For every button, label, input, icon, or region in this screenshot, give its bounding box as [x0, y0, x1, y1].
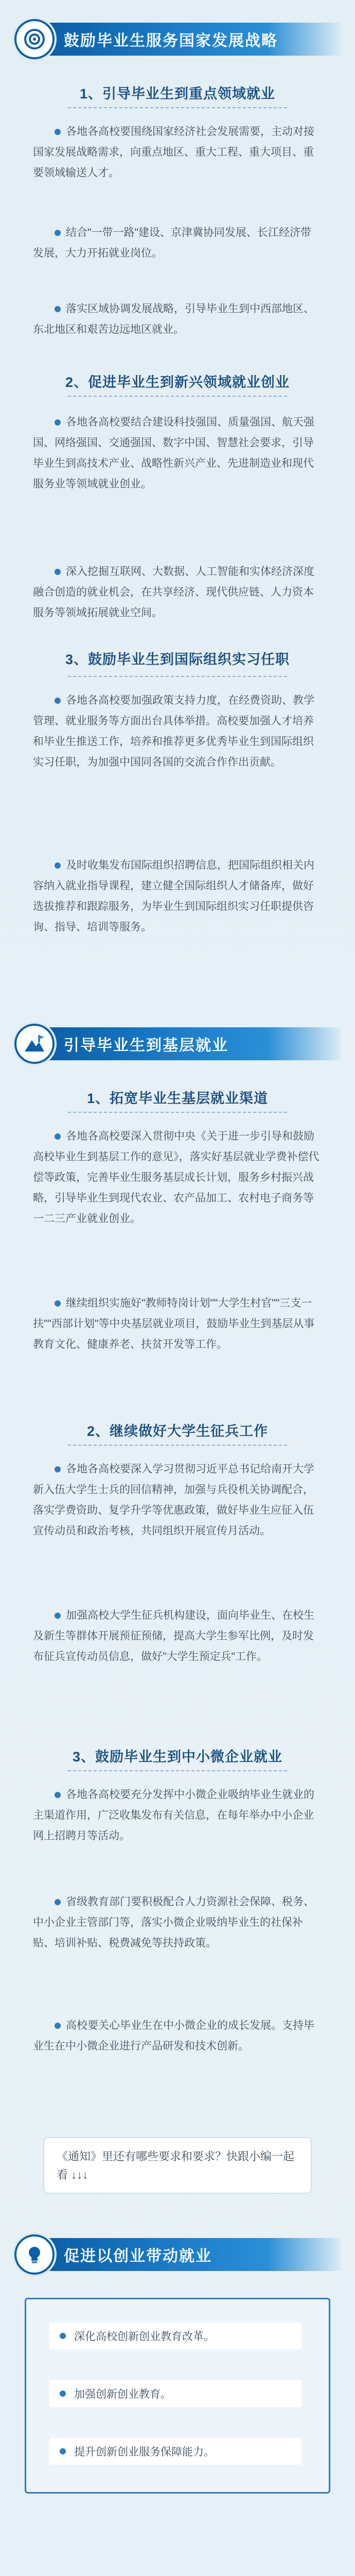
- lightbulb-icon: [14, 2234, 55, 2275]
- divider: [68, 1112, 287, 1113]
- subheading: 1、引导毕业生到重点领域就业: [79, 86, 275, 101]
- paragraph: 各地各高校要加强政策支持力度，在经费资助、教学管理、就业服务等方面出台具体举措。高校要加强人才培养和毕业生推送工作，培养和推荐更多优秀毕业生到国际组织实习任职，为加强中国同各国的交流合作作出贡献。: [33, 694, 314, 768]
- paragraph: 高校要关心毕业生在中小微企业的成长发展。支持毕业生在中小微企业进行产品研发和技术创新。: [33, 2020, 314, 2052]
- target-icon: [14, 19, 55, 59]
- paragraph: 落实区域协调发展战略，引导毕业生到中西部地区、东北地区和艰苦边远地区就业。: [33, 303, 314, 335]
- section-title: 促进以创业带动就业: [64, 2248, 212, 2265]
- section-title: 引导毕业生到基层就业: [64, 1037, 228, 1054]
- paragraph: 各地各高校要结合建设科技强国、质量强国、航天强国、网络强国、交通强国、数字中国、智慧社会要求，引导毕业生到高技术产业、战略性新兴产业、先进制造业和现代服务业等领域就业创业。: [33, 416, 314, 490]
- section-banner-2: [14, 1020, 341, 1067]
- paragraph: 省级教育部门要积极配合人力资源社会保障、税务、中小企业主管部门等，落实小微企业吸纳毕业生的社保补贴、培训补贴、税费减免等扶持政策。: [33, 1896, 314, 1949]
- paragraph: 各地各高校要深入贯彻中央《关于进一步引导和鼓励高校毕业生到基层工作的意见》，落实好基层就业学费补偿代偿等政策，完善毕业生服务基层成长计划，服务乡村振兴战略，引导毕业生到现代农业、农产品加工、农村电子商务等一二三产业就业创业。: [33, 1130, 319, 1225]
- paragraph: 深入挖掘互联网、大数据、人工智能和实体经济深度融合创造的就业机会，在共享经济、现代供应链、人力资本服务等领域拓展就业空间。: [33, 566, 314, 619]
- question-box: [43, 2137, 312, 2194]
- paragraph: 各地各高校要深入学习贯彻习近平总书记给南开大学新入伍大学生士兵的回信精神，加强与兵役机关协调配合，落实学费资助、复学升学等优惠政策，做好毕业生应征入伍宣传动员和政治考核，共同组织开展宣传月活动。: [33, 1463, 314, 1537]
- divider: [68, 1770, 287, 1771]
- subheading: 1、拓宽毕业生基层就业渠道: [86, 1091, 268, 1106]
- list-item: 深化高校创新创业教育改革。: [49, 2323, 301, 2349]
- paragraph: 结合"一带一路"建设、京津冀协同发展、长江经济带发展，大力开拓就业岗位。: [33, 227, 311, 259]
- paragraph: 继续组织实施好"教师特岗计划""大学生村官""三支一扶""西部计划"等中央基层就业项目，鼓励毕业生到基层从事教育文化、健康养老、扶贫开发等工作。: [33, 1297, 315, 1350]
- divider: [68, 1445, 287, 1446]
- paragraph: 各地各高校要充分发挥中小微企业吸纳毕业生就业的主渠道作用，广泛收集发布有关信息，在每年举办中小企业网上招聘月等活动。: [33, 1789, 314, 1842]
- divider: [68, 676, 287, 677]
- section-title: 鼓励毕业生服务国家发展战略: [64, 32, 278, 49]
- section-banner-3: [14, 2231, 341, 2278]
- paragraph: 加强高校大学生征兵机构建设，面向毕业生、在校生及新生等群体开展预征预储，提高大学生参军比例，及时发布征兵宣传动员信息，做好"大学生预定兵"工作。: [33, 1609, 314, 1663]
- subheading: 3、鼓励毕业生到国际组织实习任职: [65, 652, 290, 667]
- subheading: 2、继续做好大学生征兵工作: [86, 1423, 268, 1439]
- list-item: 加强创新创业教育。: [49, 2380, 301, 2407]
- divider: [68, 107, 287, 108]
- list-item: 提升创新创业服务保障能力。: [49, 2438, 301, 2465]
- paragraph: 各地各高校要围绕国家经济社会发展需要，主动对接国家发展战略需求，向重点地区、重大工程、重大项目、重要领域输送人才。: [33, 126, 314, 179]
- mountain-flag-icon: [14, 1024, 55, 1064]
- paragraph: 及时收集发布国际组织招聘信息，把国际组织相关内容纳入就业指导课程，建立健全国际组织人才储备库，做好选拔推荐和跟踪服务，为毕业生到国际组织实习任职提供咨询、指导、培训等服务。: [33, 859, 314, 933]
- subheading: 2、促进毕业生到新兴领域就业创业: [65, 375, 290, 390]
- subheading: 3、鼓励毕业生到中小微企业就业: [72, 1749, 282, 1765]
- divider: [68, 396, 287, 397]
- question-text: 《通知》里还有哪些要求和要求？快跟小编一起看 ↓↓↓: [57, 2150, 295, 2181]
- section-banner-1: [14, 15, 341, 63]
